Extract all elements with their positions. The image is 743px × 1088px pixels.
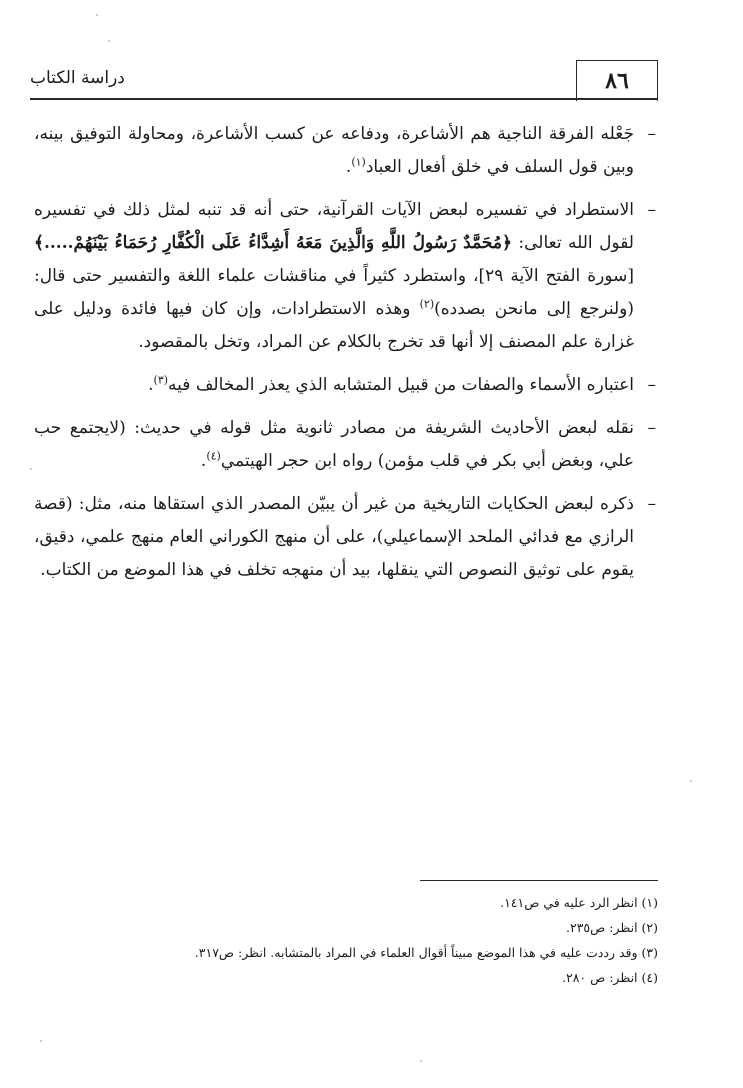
scan-speck (420, 1060, 422, 1062)
quran-verse: ﴿مُحَمَّدٌ رَسُولُ اللَّهِ وَالَّذِينَ مَعَهُ أَشِدَّاءُ عَلَى الْكُفَّارِ رُحَمَاءُ بَيْنَهُمْ.....﴾ (34, 233, 512, 253)
footnote-ref: (٢) (419, 297, 435, 311)
list-item (34, 369, 656, 402)
item-tail: . (345, 157, 352, 177)
item-text: الاستطراد في تفسيره لبعض الآيات القرآنية، حتى أنه قد تنبه لمثل ذلك في تفسيره لقول الله تعالى: (34, 200, 634, 253)
item-tail: . (200, 451, 207, 471)
main-text (34, 118, 656, 597)
surah-reference: [سورة الفتح الآية ٢٩]، (473, 266, 634, 286)
item-tail: . (148, 375, 154, 395)
footnotes (100, 890, 658, 990)
footnote: (١) انظر الرد عليه في ص١٤١. (500, 895, 658, 910)
list-item (34, 118, 656, 184)
list-dash: – (647, 375, 656, 395)
page-number: ٨٦ (576, 60, 658, 101)
scan-speck (690, 780, 692, 782)
footnote: (٤) انظر: ص ٢٨٠. (562, 970, 658, 985)
scan-speck (108, 40, 110, 42)
list-item (34, 194, 656, 359)
list-item (34, 412, 656, 478)
running-title: دراسة الكتاب (30, 68, 125, 88)
footnote-ref: (١) (351, 155, 366, 169)
item-text: اعتباره الأسماء والصفات من قبيل المتشابه الذي يعذر المخالف فيه (168, 375, 634, 395)
footnote-rule (420, 880, 658, 881)
item-text: جَعْله الفرقة الناجية هم الأشاعرة، ودفاعه عن كسب الأشاعرة، ومحاولة التوفيق بينه، وبين قول السلف في خلق أفعال العباد (34, 124, 634, 177)
list-dash: – (647, 200, 656, 220)
list-item (34, 488, 656, 587)
page-header (30, 60, 658, 106)
header-rule (30, 98, 658, 100)
item-text: نقله لبعض الأحاديث الشريفة من مصادر ثانوية مثل قوله في حديث: (لايجتمع حب علي، وبغض أبي بكر في قلب مؤمن) رواه ابن حجر الهيتمي (34, 418, 634, 471)
item-text: ذكره لبعض الحكايات التاريخية من غير أن يبيّن المصدر الذي استقاها منه، مثل: (قصة الرازي مع فدائي الملحد الإسماعيلي)، على أن منهج الكوراني العام منهج علمي، دقيق، يقوم على توثيق النصوص التي ينقلها، بيد أن منهجه تخلف في هذا الموضع من الكتاب. (34, 494, 634, 580)
scan-speck (30, 468, 32, 470)
footnote-ref: (٤) (206, 449, 221, 463)
list-dash: – (647, 418, 656, 438)
item-text-continued: واستطرد كثيراً في مناقشات علماء اللغة والتفسير حتى قال: (ولنرجع إلى مانحن بصدده) (34, 266, 634, 319)
scan-speck (40, 1040, 42, 1042)
item-text-final: وهذه الاستطرادات، وإن كان فيها فائدة ودليل على غزارة علم المصنف إلا أنها قد تخرج بالكلام عن المراد، وتخل بالمقصود. (34, 299, 634, 352)
list-dash: – (647, 124, 656, 144)
footnote: (٢) انظر: ص٢٣٥. (566, 920, 658, 935)
footnote: (٣) وقد رددت عليه في هذا الموضع مبيناً أقوال العلماء في المراد بالمتشابه. انظر: ص٣١٧. (194, 945, 658, 960)
footnote-ref: (٣) (153, 373, 169, 387)
list-dash: – (647, 494, 656, 514)
scan-speck (96, 14, 98, 16)
